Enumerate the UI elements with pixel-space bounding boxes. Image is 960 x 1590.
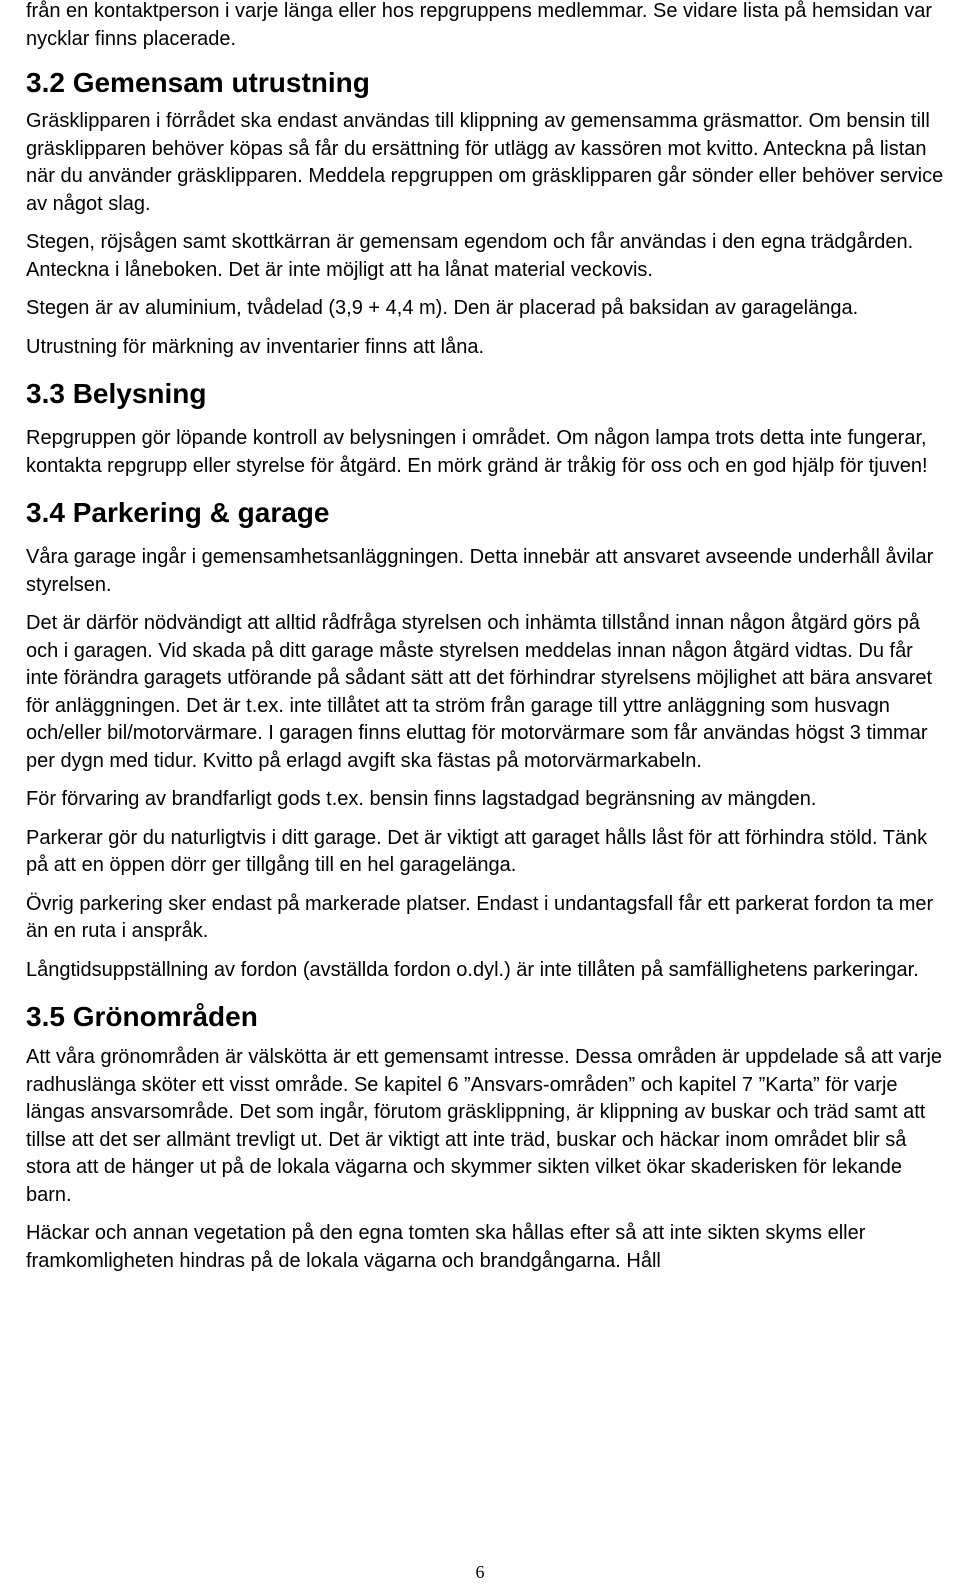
section-heading-3-5: 3.5 Grönområden — [26, 1001, 258, 1032]
paragraph: Stegen, röjsågen samt skottkärran är gemensam egendom och får användas i den egna trädgården. Anteckna i låneboken. Det är inte möjligt att ha lånat material veckovis. — [26, 231, 914, 281]
page-number: 6 — [475, 1562, 485, 1582]
paragraph: Parkerar gör du naturligtvis i ditt garage. Det är viktigt att garaget hålls låst för att förhindra stöld. Tänk på att en öppen dörr ger tillgång till en hel garagelänga. — [26, 826, 928, 876]
paragraph: Repgruppen gör löpande kontroll av belysningen i området. Om någon lampa trots detta inte fungerar, kontakta repgrupp eller styrelse för åtgärd. En mörk gränd är tråkig för oss och en god hjälp för tjuven! — [26, 427, 928, 477]
document-page — [26, 0, 946, 1275]
paragraph: Övrig parkering sker endast på markerade platser. Endast i undantagsfall får ett parkerat fordon ta mer än en ruta i anspråk. — [26, 892, 934, 942]
intro-paragraph: från en kontaktperson i varje länga eller hos repgruppens medlemmar. Se vidare lista på hemsidan var nycklar finns placerade. — [26, 0, 933, 50]
paragraph: Våra garage ingår i gemensamhetsanläggningen. Detta innebär att ansvaret avseende underhåll åvilar styrelsen. — [26, 546, 934, 596]
paragraph: Långtidsuppställning av fordon (avställda fordon o.dyl.) är inte tillåten på samfällighetens parkeringar. — [26, 958, 919, 981]
paragraph: Stegen är av aluminium, tvådelad (3,9 + 4,4 m). Den är placerad på baksidan av garagelänga. — [26, 297, 859, 319]
section-heading-3-3: 3.3 Belysning — [26, 378, 207, 409]
paragraph: Häckar och annan vegetation på den egna tomten ska hållas efter så att inte sikten skyms eller framkomligheten hindras på de lokala vägarna och brandgångarna. Håll — [26, 1222, 866, 1272]
section-heading-3-2: 3.2 Gemensam utrustning — [26, 67, 370, 98]
paragraph: Utrustning för märkning av inventarier finns att låna. — [26, 335, 484, 358]
paragraph: Det är därför nödvändigt att alltid rådfråga styrelsen och inhämta tillstånd innan någon åtgärd görs på och i garagen. Vid skada på ditt garage måste styrelsen meddelas innan någon åtgärd vidtas. Du får inte förändra garagets utförande på sådant sätt att det förhindrar styrelsens möjlighet att bära ansvaret för anläggningen. Det är t.ex. inte tillåtet att ta ström från garage till yttre anläggning som husvagn och/eller bil/motorvärmare. I garagen finns eluttag för motorvärmare som får användas högst 3 timmar per dygn med tidur. Kvitto på erlagd avgift ska fästas på motorvärmarkabeln. — [26, 612, 933, 772]
paragraph: För förvaring av brandfarligt gods t.ex. bensin finns lagstadgad begränsning av mängden. — [26, 788, 817, 810]
section-heading-3-4: 3.4 Parkering & garage — [26, 497, 330, 528]
paragraph: Att våra grönområden är välskötta är ett gemensamt intresse. Dessa områden är uppdelade så att varje radhuslänga sköter ett visst område. Se kapitel 6 ”Ansvars-områden” och kapitel 7 ”Karta” för varje längas ansvarsområde. Det som ingår, förutom gräsklippning, är klippning av buskar och träd samt att tillse att det ser allmänt trevligt ut. Det är viktigt att inte träd, buskar och häckar inom området blir så stora att de hänger ut på de lokala vägarna och skymmer sikten vilket ökar skaderisken för lekande barn. — [26, 1046, 943, 1206]
paragraph: Gräsklipparen i förrådet ska endast användas till klippning av gemensamma gräsmattor. Om bensin till gräsklipparen behöver köpas så får du ersättning för utlägg av kassören mot kvitto. Anteckna på listan när du använder gräsklipparen. Meddela repgruppen om gräsklipparen går sönder eller behöver service av något slag. — [26, 110, 944, 215]
